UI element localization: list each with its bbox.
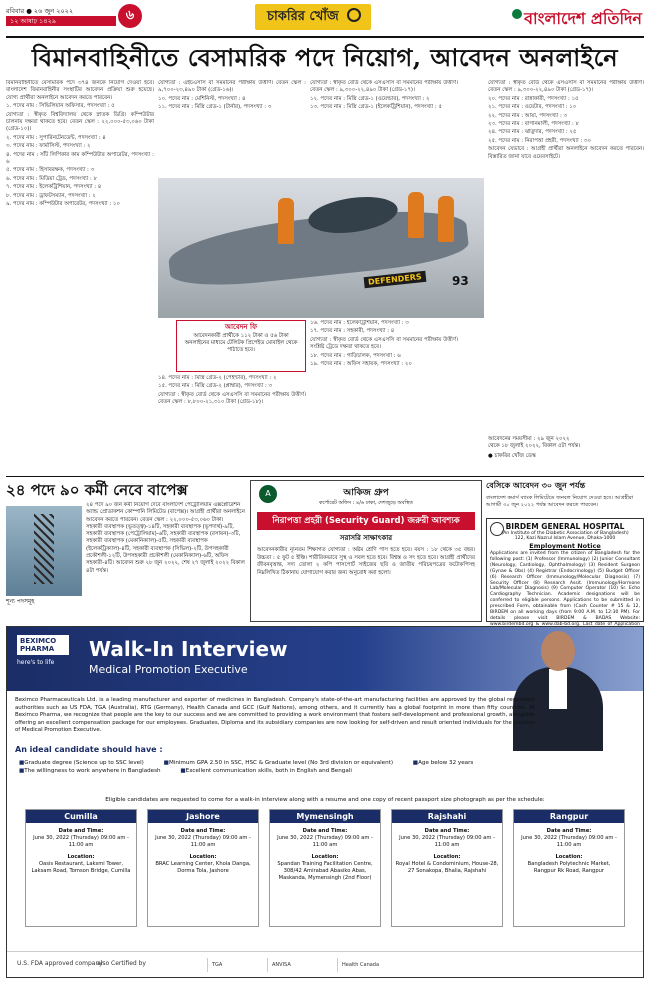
paragraph: ২০. পদের নাম : রান্নাকারী, পদসংখ্যা : ১৫ [488, 95, 579, 102]
paragraph: বিমানবাহিনীতে বেসামরিক পদে ৩৭৪ জনকে নিয়োগ দেওয়া হবে। বাংলাদেশ বিমানবাহিনীর সংস্থাটির আবেদন প্রক্রিয়া শুরু হয়েছে। যোগ্য প্রার্থীরা অনলাইনে আবেদন করতে পারবেন। [6, 80, 154, 101]
paragraph: ২৪. পদের নাম : ঝাড়ুদার, পদসংখ্যা : ২৫ [488, 129, 577, 136]
venue-location-label: Location: [311, 854, 339, 860]
article-column-5 [310, 320, 458, 470]
rig-tower [34, 514, 54, 584]
venue-date: June 30, 2022 (Thursday) 09:00 am - 11:00 am [521, 835, 617, 848]
photo-caption: শূন্য পদসমূহ [6, 598, 35, 605]
paragraph: ১০. পদের নাম : মেশিনিস্ট, পদসংখ্যা : ৪ [158, 95, 246, 102]
technician-figure [408, 192, 424, 238]
paragraph: যোগ্যতা : এইচএসসি বা সমমানের পরীক্ষায় উত্তীর্ণ। বেতন স্কেল : ৯,৭০০-২৩,৪৯০ টাকা (গ্রেড-১৬)। [158, 80, 306, 94]
technician-figure [278, 198, 294, 244]
paragraph: ২৫. পদের নাম : নিরাপত্তা প্রহরী, পদসংখ্যা : ৩০ [488, 137, 591, 144]
venue-date: June 30, 2022 (Thursday) 09:00 am - 11:00 am [399, 835, 495, 848]
akij-interview-type: সরাসরি সাক্ষাৎকার [339, 534, 393, 542]
beximco-brand: BEXIMCO PHARMA [17, 635, 69, 655]
beximco-header [7, 627, 643, 691]
beximco-logo [17, 635, 69, 683]
paragraph: ১৬. পদের নাম : ইলেকট্রিশিয়ান, পদসংখ্যা : ৩ [310, 320, 409, 326]
birdem-address: 122, Kazi Nazrul Islam Avenue, Dhaka-1000 [514, 536, 616, 541]
akij-name: আকিজ গ্রুপ [343, 488, 389, 498]
oil-rig-photo [6, 506, 82, 596]
beximco-title-block [89, 637, 288, 676]
article-column-2 [158, 80, 306, 178]
venue-city: Rajshahi [392, 810, 502, 823]
paragraph: ১৫. পদের নাম : মিস্ত্রি গ্রেড-২ (প্লাম্বার), পদসংখ্যা : ৩ [158, 383, 273, 390]
paragraph: ১৯. পদের নাম : অফিস সহায়ক, পদসংখ্যা : ২০ [310, 361, 412, 368]
paragraph: ৪. পদের নাম : সাঁট লিপিকার কাম কম্পিউটার অপারেটর, পদসংখ্যা : ৬ [6, 151, 154, 166]
venue-location: Royal Hotel & Condominium, House-28, 27 Sonakopa, Bhalia, Rajshahi [395, 861, 499, 874]
aircraft-photo [158, 178, 484, 318]
date-gregorian: রবিবার ● ২৬ জুন ২০২২ [6, 7, 74, 15]
cert-note: also Certified by [97, 960, 146, 967]
paragraph: যোগ্যতা : স্বীকৃত বোর্ড থেকে এসএসসি বা সমমানের পরীক্ষায় উত্তীর্ণ। বেতন স্কেল : ৯,৩০০-২২,৪৯০ টাকা (গ্রেড-১৭)। [488, 80, 644, 94]
venue-location-label: Location: [189, 854, 217, 860]
akij-ad [250, 480, 482, 622]
birdem-body: Applications are invited from the citizen of Bangladesh for the following post: (1) Professor (Immunology) (2) Junior Consultant (Neurology, Cardiology, Ophthalmology) (3) Resident Surgeon (Gynae & Obs) (4) Registrar (Endocrinology) (5) Budget Officer (6) Research Officer (Immunology/Molecular Diagnosis) (7) Security Officer (8) Research Assit. (Immunology/Hormone Lab/Molecular Diagnosis) (9) Computer Operator (10) Sr. Echo Cardiography Technician. Academic designations will be conferred to eligible persons. Applications to be submitted in prescribed Form, obtainable from (Cash Counter # 15 & 12, BIRDEM on all working days (from 9:00 A.M. to 12:30 PM). For details please visit BIRDEM & BADAS Website: www.birdembd.org & www.dab-bd.org. Last date of Application [490, 551, 640, 627]
article-source: ● চাকরির খোঁজ ডেস্ক [488, 452, 536, 459]
paragraph: যোগ্যতা : স্বীকৃত বোর্ড থেকে এসএসসি বা সমমানের পরীক্ষায় উত্তীর্ণ। সংশ্লিষ্ট ট্রেডে দক্ষতা থাকতে হবে। [310, 336, 458, 351]
requirement-item: ■ The willingness to work anywhere in Bangladesh [19, 767, 161, 775]
paragraph: সহকারী ব্যবস্থাপক (ভূতত্ত্ব)-১৪টি, সহকারী ব্যবস্থাপক (ভূপদার্থ)-৯টি, সহকারী ব্যবস্থাপক (পেট্রোলিয়াম)-৬টি, সহকারী ব্যবস্থাপক (রসায়ন)-৩টি, সহকারী ব্যবস্থাপক (মেকানিক্যাল)-৫টি, সহকারী ব্যবস্থাপক (ইলেকট্রিক্যাল)-৪টি, সহকারী ব্যবস্থাপক (সিভিল)-২টি, উপসহকারী প্রকৌশলী-১২টি, উপসহকারী প্রকৌশলী (মেকানিক্যাল)-৬টি, অফিস সহকারী-৪টি। আবেদন শুরু ২৮ জুন ২০২২, শেষ ২৭ জুলাই ২০২২ বিকাল ৪টা পর্যন্ত। [86, 523, 245, 574]
person-head [541, 631, 575, 671]
article-column-1 [6, 80, 154, 470]
venue-date-label: Date and Time: [424, 828, 470, 834]
beximco-title: Walk-In Interview [89, 637, 288, 661]
birdem-subtitle: (An Institute of the Diabetic Association of Bangladesh) [501, 531, 629, 536]
venue-list [25, 809, 625, 929]
bapex-article [86, 502, 246, 620]
paragraph: যোগ্যতা : স্বীকৃত বোর্ড থেকে এসএসসি বা সমমানের পরীক্ষায় উত্তীর্ণ। বেতন স্কেল : ৯,৩০০-২২,৪৯০ টাকা (গ্রেড-১৭)। [310, 80, 458, 94]
masthead-rule [6, 36, 644, 38]
requirement-item: ■ Minimum GPA 2.50 in SSC, HSC & Graduate level (No 3rd division or equivalent) [164, 759, 393, 767]
paragraph: ৭. পদের নাম : ইলেকট্রিশিয়ান, পদসংখ্যা : ৪ [6, 184, 102, 191]
person-shirt [549, 669, 567, 709]
health-canada-cert-icon: Health Canada [337, 958, 379, 972]
requirement-item: ■ Age below 32 years [413, 759, 474, 767]
venue-card [391, 809, 503, 927]
tga-cert-icon: TGA [207, 958, 222, 972]
article-column-3 [310, 80, 458, 178]
paragraph: ২. পদের নাম : সুপারিনটেনডেন্ট, পদসংখ্যা : ৪ [6, 134, 106, 141]
deadline-line: থেকে ১৮ জুলাই ২০২২, বিকাল ৫টা পর্যন্ত। [488, 443, 581, 450]
venue-city: Jashore [148, 810, 258, 823]
venue-card [269, 809, 381, 927]
beximco-ad [6, 626, 644, 978]
paragraph: ৮. পদের নাম : ড্রাফটসম্যান, পদসংখ্যা : ২ [6, 192, 96, 199]
venue-location-label: Location: [67, 854, 95, 860]
venue-date-label: Date and Time: [302, 828, 348, 834]
main-headline: বিমানবাহিনীতে বেসামরিক পদে নিয়োগ, আবেদন অনলাইনে [31, 43, 619, 72]
masthead [0, 0, 650, 36]
paragraph: ১৩. পদের নাম : মিস্ত্রি গ্রেড-১ (ইলেকট্রিশিয়ান), পদসংখ্যা : ৫ [310, 104, 442, 111]
paragraph: ১৪. পদের নাম : মিস্ত্রি গ্রেড-২ (পেইন্টার), পদসংখ্যা : ২ [158, 375, 277, 381]
newspaper-logo [524, 6, 642, 33]
paragraph: আবেদন যেভাবে : আগ্রহী প্রার্থীরা অনলাইনে আবেদন করতে পারবেন। বিস্তারিত জানা যাবে ওয়েবসাইটে। [488, 146, 644, 160]
section-title [255, 4, 371, 30]
venue-date-label: Date and Time: [58, 828, 104, 834]
venue-date: June 30, 2022 (Thursday) 09:00 am - 11:00 am [277, 835, 373, 848]
paragraph: ১৭. পদের নাম : সহকারী, পদসংখ্যা : ৪ [310, 328, 395, 335]
venue-card [513, 809, 625, 927]
deadline-line: আবেদনের সময়সীমা : ২৯ জুন ২০২২ [488, 436, 570, 442]
beximco-footer [7, 951, 643, 977]
venue-card [147, 809, 259, 927]
paragraph: ১৮. পদের নাম : গাড়িচালক, পদসংখ্যা : ৬ [310, 352, 401, 359]
paragraph: ৯. পদের নাম : কম্পিউটার অপারেটর, পদসংখ্যা : ১০ [6, 201, 120, 208]
aircraft-label: DEFENDERS [364, 271, 427, 288]
fee-text: আবেদনকারী প্রার্থীকে ১১২ টাকা ও ৫৬ টাকা অনলাইনের মাধ্যমে টেলিটক প্রিপেইড মোবাইল থেকে পাঠাতে হবে। [184, 333, 298, 353]
beximco-requirements [19, 759, 579, 775]
venue-location: Spandan Training Facilitation Centre, 308/42 Amirabad Abasiko Abas, Maskanda, Mymensingh (2nd Floor) [277, 861, 373, 881]
beximco-subtitle: Medical Promotion Executive [89, 663, 248, 676]
article-column-4 [158, 375, 306, 470]
fda-note: U.S. FDA approved company [17, 960, 103, 967]
basic-headline: বেসিকে আবেদন ৩০ জুন পর্যন্ত [486, 480, 586, 490]
paragraph: ২৪ পদে ৯০ জন কর্মী নিয়োগ দেবে বাংলাদেশ পেট্রোলিয়াম এক্সপ্লোরেশন অ্যান্ড প্রোডাকশন কোম্পানি লিমিটেড (বাপেক্স)। আগ্রহী প্রার্থীরা অনলাইনে আবেদন করতে পারবেন। বেতন স্কেল : ২২,০০০-৫৩,০৬০ টাকা। [86, 502, 245, 523]
paragraph: ১২. পদের নাম : মিস্ত্রি গ্রেড-১ (ওয়েল্ডার), পদসংখ্যা : ২ [310, 95, 430, 102]
paragraph: ২২. পদের নাম : আয়া, পদসংখ্যা : ৩ [488, 112, 568, 119]
venue-date-label: Date and Time: [180, 828, 226, 834]
paragraph: ২১. পদের নাম : ওয়েটার, পদসংখ্যা : ১০ [488, 104, 577, 111]
akij-logo-icon: A [259, 485, 277, 503]
flag-icon [512, 9, 522, 19]
paragraph: যোগ্যতা : স্বীকৃত বোর্ড থেকে এসএসসি বা সমমানের পরীক্ষায় উত্তীর্ণ। বেতন স্কেল : ৮,৮০০-২১,৩১০ টাকা (গ্রেড-১৮)। [158, 391, 306, 406]
paragraph: ১১. পদের নাম : মিস্ত্রি গ্রেড-১ (টার্নার), পদসংখ্যা : ৩ [158, 104, 272, 111]
technician-figure [438, 196, 454, 242]
section-rule [6, 476, 644, 477]
requirement-item: ■ Excellent communication skills, both in English and Bengali [180, 767, 352, 775]
logo-text: বাংলাদেশ প্রতিদিন [524, 9, 642, 28]
akij-job-title: নিরাপত্তা প্রহরী (Security Guard) জরুরী আবশ্যক [257, 512, 475, 530]
venue-location-label: Location: [433, 854, 461, 860]
venue-date: June 30, 2022 (Thursday) 09:00 am - 11:00 am [33, 835, 129, 848]
venue-location: Oasis Restaurant, Laksmi Tower, Laksam Road, Tomson Bridge, Cumilla [31, 861, 131, 874]
venue-city: Mymensingh [270, 810, 380, 823]
birdem-title: BIRDEM GENERAL HOSPITAL [505, 522, 625, 531]
birdem-ad [486, 518, 644, 627]
akij-body: আবেদনকারীর ন্যূনতম শিক্ষাগত যোগ্যতা : অষ্টম শ্রেণি পাস হতে হবে। বয়স : ১৮ থেকে ৩৫ বছর। উচ্চতা : ৫ ফুট ৫ ইঞ্চি। শারীরিকভাবে সুস্থ ও সবল হতে হবে। বিশ্বস্ত ও সৎ হতে হবে। আগ্রহী প্রার্থীদের জীবনবৃত্তান্ত, সদ্য তোলা ২ কপি পাসপোর্ট সাইজের ছবি ও জাতীয় পরিচয়পত্রের ফটোকপিসহ নিম্নলিখিত ঠিকানায় যোগাযোগ করার জন্য অনুরোধ করা হলো। [257, 547, 475, 576]
requirement-item: ■ Graduate degree (Science up to SSC level) [19, 759, 144, 767]
magnifier-icon [347, 8, 361, 22]
beximco-intro: Beximco Pharmaceuticals Ltd. is a leading manufacturer and exporter of medicines in Bangladesh. Company's state-of-the-art manufacturing facilities are approved by the global regulatory authorities such as US FDA, TGA (Australia), RTG (Germany), Health Canada and GCC (Gulf Nations), among others, and it currently has a global footprint in more than fifty countries. At Beximco Pharma, we recognize that people are the key to our success and we are committed to providing a work environment that fosters self-development and professional growth, alongside offering an excellent compensation package for our employees. Graduates, Diploma and its subsidiary companies are now looking for self-driven and result oriented individuals for the position of Medical Promotion Executive. [15, 697, 535, 734]
birdem-notice: Employment Notice [529, 542, 601, 550]
paragraph: ৬. পদের নাম : মিডিয়া ট্রেড, পদসংখ্যা : ৮ [6, 175, 97, 182]
beximco-ideal-title: An ideal candidate should have : [15, 745, 163, 754]
page-number: ৬ [118, 4, 142, 28]
beximco-eligible: Eligible candidates are requested to come for a walk-in interview along with a resume and one copy of recent passport size photograph as per the schedule: [105, 797, 545, 803]
venue-date: June 30, 2022 (Thursday) 09:00 am - 11:00 am [155, 835, 251, 848]
anvisa-cert-icon: ANVISA [267, 958, 291, 972]
issue-date [6, 6, 116, 26]
bapex-headline: ২৪ পদে ৯০ কর্মী নেবে বাপেক্স [6, 481, 188, 499]
basic-text: বাংলাদেশ কমার্স ব্যাংক লিমিটেডে জনবল নিয়োগ দেওয়া হবে। আগ্রহীরা আগামী ৩০ জুন ২০২২ পর্যন্ত আবেদন করতে পারবেন। [486, 495, 634, 508]
akij-address: কর্পোরেট অফিস : ৪/৬ ঢাকা, দেশজুড়ে অবস্থিত [318, 500, 414, 506]
beximco-tagline: here's to life [17, 659, 55, 666]
paragraph: ৫. পদের নাম : হিসাবরক্ষক, পদসংখ্যা : ৩ [6, 167, 95, 174]
deadline-block [488, 436, 644, 460]
section-title-text: চাকরির খোঁজ [267, 9, 339, 24]
article-column-right [488, 80, 644, 470]
paragraph: ১. পদের নাম : সিভিলিয়ান অফিসার, পদসংখ্যা : ৫ [6, 103, 115, 110]
paragraph: যোগ্যতা : স্বীকৃত বিশ্ববিদ্যালয় থেকে স্নাতক ডিগ্রি। কম্পিউটার চালনায় দক্ষতা থাকতে হবে। বেতন স্কেল : ২২,০০০-৫৩,০৬০ টাকা (গ্রেড-১০)। [6, 111, 154, 133]
fee-box [176, 320, 306, 372]
paragraph: ৩. পদের নাম : ফার্মাসিস্ট, পদসংখ্যা : ২ [6, 143, 91, 150]
date-bengali: ১২ আষাঢ় ১৪২৯ [6, 16, 116, 26]
birdem-block [486, 480, 644, 627]
venue-date-label: Date and Time: [546, 828, 592, 834]
birdem-logo-icon [490, 522, 504, 536]
venue-city: Cumilla [26, 810, 136, 823]
venue-location-label: Location: [555, 854, 583, 860]
venue-location: BRAC Learning Center, Khola Danga, Dorma Tola, Jashore [155, 861, 251, 874]
venue-location: Bangladesh Polytechnic Market, Rangpur Rk Road, Rangpur [527, 861, 611, 874]
fee-title: আবেদন ফি [224, 323, 258, 331]
akij-header [257, 485, 475, 508]
paragraph: ২৩. পদের নাম : বাগানমালী, পদসংখ্যা : ৮ [488, 121, 579, 128]
venue-card [25, 809, 137, 927]
venue-city: Rangpur [514, 810, 624, 823]
aircraft-number: 93 [452, 274, 469, 288]
